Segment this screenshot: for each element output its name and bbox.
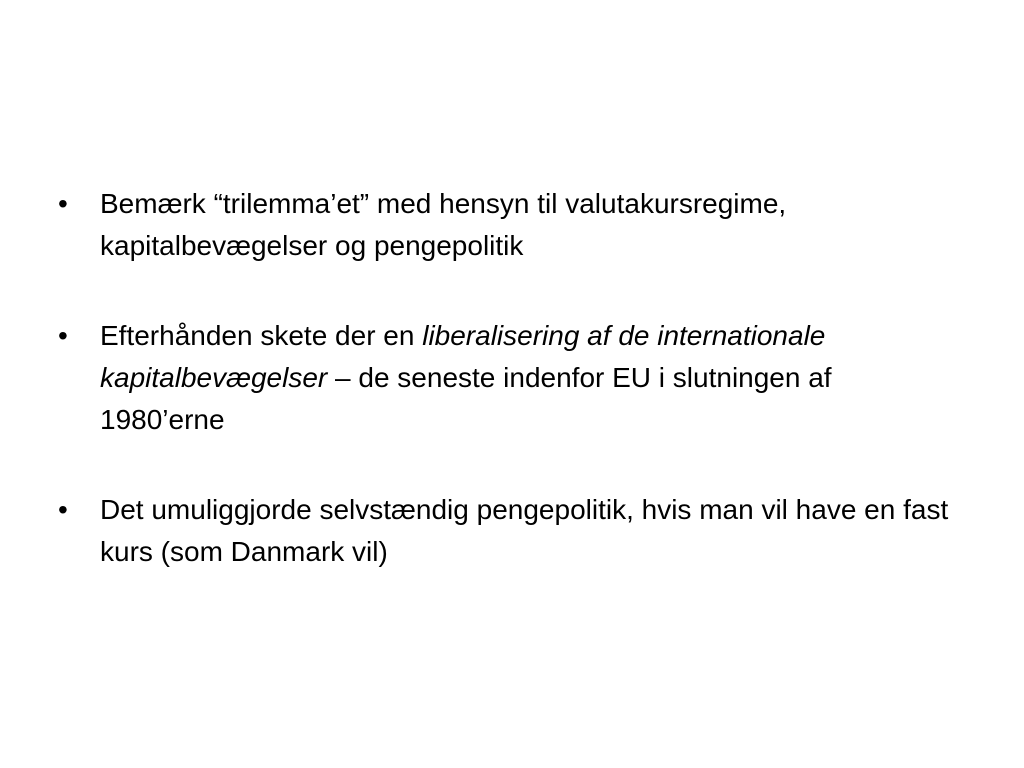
bullet-text: Det umuliggjorde selvstændig pengepolitik, hvis man vil have en fast kurs (som Danmark vil): [100, 494, 949, 567]
bullet-item-liberalization: [58, 315, 958, 441]
bullet-item-monetary-policy: [58, 489, 958, 573]
bullet-text-before: Efterhånden skete der en: [100, 320, 423, 351]
bullet-text-italic: liberalisering af de internationale kapitalbevægelser: [100, 320, 826, 393]
bullet-list: [58, 183, 958, 621]
bullet-marker: •: [58, 494, 68, 525]
bullet-marker: •: [58, 188, 68, 219]
bullet-item-trilemma: [58, 183, 958, 267]
bullet-text-after: – de seneste indenfor EU i slutningen af 1980’erne: [100, 362, 832, 435]
bullet-marker: •: [58, 320, 68, 351]
bullet-text: [100, 315, 958, 441]
bullet-text: Bemærk “trilemma’et” med hensyn til valutakursregime, kapitalbevægelser og pengepolitik: [100, 188, 787, 261]
